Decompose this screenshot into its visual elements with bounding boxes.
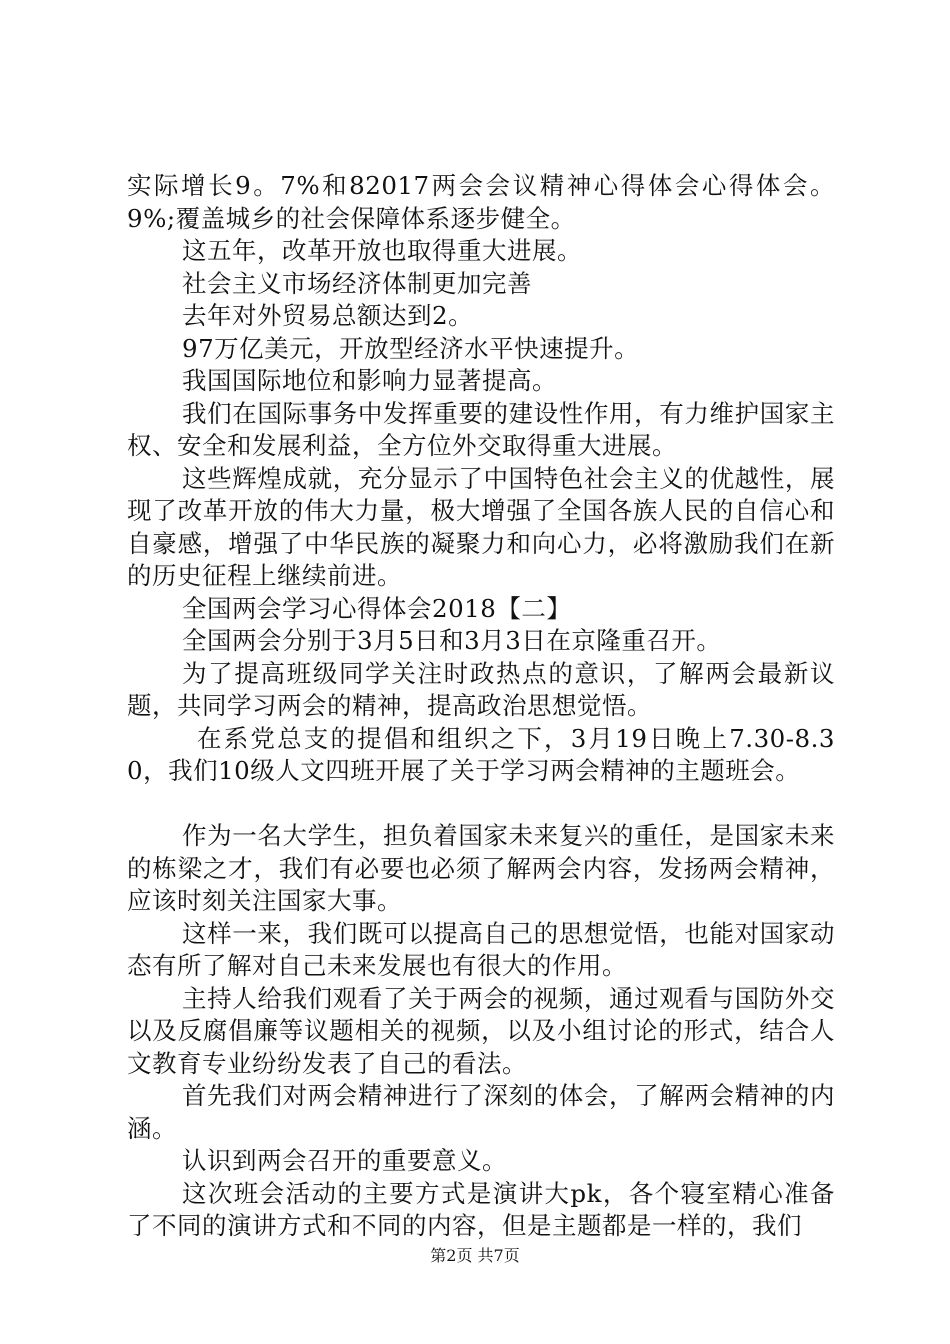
page-footer: 第2页 共7页: [430, 1246, 520, 1265]
paragraph: 在系党总支的提倡和组织之下，3月19日晚上7.30-8.30，我们10级人文四班开展了关于学习两会精神的主题班会。: [127, 723, 835, 785]
paragraph: 我们在国际事务中发挥重要的建设性作用，有力维护国家主权、安全和发展利益，全方位外交取得重大进展。: [127, 398, 835, 460]
paragraph: 首先我们对两会精神进行了深刻的体会，了解两会精神的内涵。: [127, 1081, 835, 1143]
paragraph: 这五年，改革开放也取得重大进展。: [182, 236, 582, 265]
paragraph: 全国两会分别于3月5日和3月3日在京隆重召开。: [182, 626, 722, 655]
paragraph: 为了提高班级同学关注时政热点的意识，了解两会最新议题，共同学习两会的精神，提高政治思想觉悟。: [127, 658, 835, 720]
paragraph: 社会主义市场经济体制更加完善: [182, 268, 532, 298]
paragraph: 实际增长9。7%和82017两会会议精神心得体会心得体会。9%;覆盖城乡的社会保障体系逐步健全。: [127, 171, 835, 233]
paragraph: 作为一名大学生，担负着国家未来复兴的重任，是国家未来的栋梁之才，我们有必要也必须了解两会内容，发扬两会精神，应该时刻关注国家大事。: [127, 821, 835, 915]
paragraph: 认识到两会召开的重要意义。: [182, 1146, 507, 1175]
paragraph: 全国两会学习心得体会2018【二】: [182, 593, 572, 623]
paragraph: 这样一来，我们既可以提高自己的思想觉悟，也能对国家动态有所了解对自己未来发展也有很大的作用。: [127, 918, 835, 980]
paragraph: 主持人给我们观看了关于两会的视频，通过观看与国防外交以及反腐倡廉等议题相关的视频，以及小组讨论的形式，结合人文教育专业纷纷发表了自己的看法。: [127, 983, 835, 1078]
paragraph: 去年对外贸易总额达到2。: [182, 301, 474, 330]
paragraph: 97万亿美元，开放型经济水平快速提升。: [182, 333, 640, 363]
blank-line: [127, 788, 835, 821]
document-body: [127, 170, 835, 1243]
paragraph: 这些辉煌成就，充分显示了中国特色社会主义的优越性，展现了改革开放的伟大力量，极大增强了全国各族人民的自信心和自豪感，增强了中华民族的凝聚力和向心力，必将激励我们在新的历史征程上继续前进。: [127, 463, 835, 590]
paragraph: 我国国际地位和影响力显著提高。: [182, 366, 557, 395]
paragraph: 这次班会活动的主要方式是演讲大pk，各个寝室精心准备了不同的演讲方式和不同的内容，但是主题都是一样的，我们: [127, 1178, 835, 1240]
